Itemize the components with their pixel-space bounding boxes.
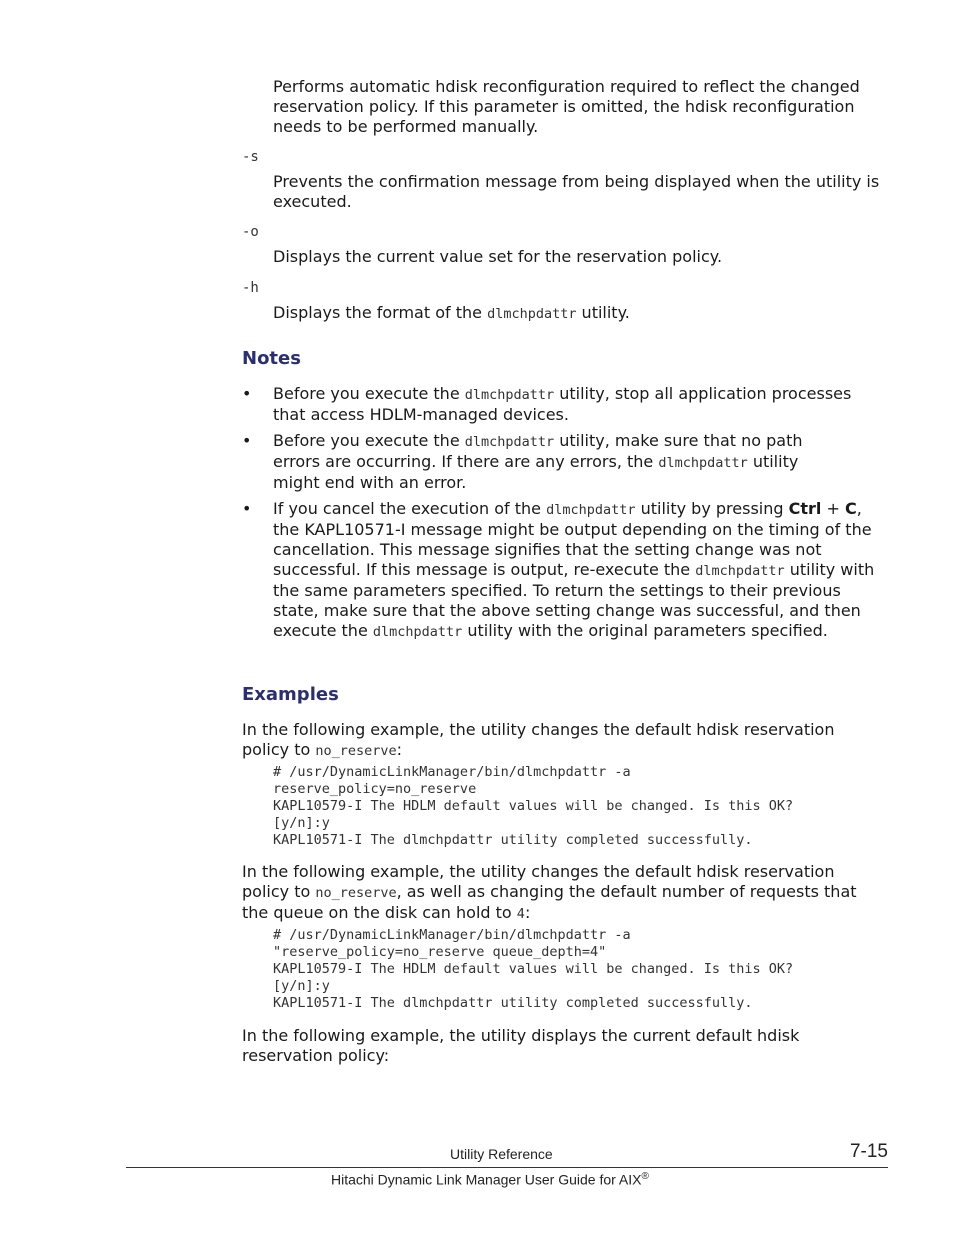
inline-code: 4	[516, 906, 525, 922]
footer-divider	[126, 1167, 888, 1168]
notes-item-3	[242, 499, 887, 642]
option-flag-h: -h	[242, 280, 259, 296]
option-flag-s: -s	[242, 149, 259, 165]
notes-item-2	[242, 431, 887, 493]
notes-item-text: Before you execute the dlmchpdattr utility, stop all application processes that access HDLM-managed devices.	[273, 384, 852, 424]
inline-code: no_reserve	[315, 743, 397, 759]
examples-heading: Examples	[242, 684, 339, 705]
bullet-marker: •	[242, 499, 252, 518]
registered-mark: ®	[641, 1171, 649, 1182]
inline-code: dlmchpdattr	[695, 563, 785, 579]
inline-code: dlmchpdattr	[487, 306, 577, 322]
notes-item-text: Before you execute the dlmchpdattr utility, make sure that no path errors are occurring. If there are any errors, the dlmchpdattr utility might end with an error.	[273, 431, 803, 492]
notes-item-text: If you cancel the execution of the dlmchpdattr utility by pressing Ctrl + C, the KAPL10571-I message might be output depending on the timing of the cancellation. This message signifies that the setting change was not successful. If this message is output, re-execute the dlmchpdattr utility with the same parameters specified. To return the settings to their previous state, make sure that the above setting change was successful, and then execute the dlmchpdattr utility with the original parameters specified.	[273, 499, 875, 640]
example-2-text: In the following example, the utility changes the default hdisk reservation policy to no_reserve, as well as changing the default number of requests that the queue on the disk can hold to 4:	[242, 862, 857, 922]
inline-code: dlmchpdattr	[464, 387, 555, 403]
intro-paragraph: Performs automatic hdisk reconfiguration required to reflect the changed reservation policy. If this parameter is omitted, the hdisk reconfiguration needs to be performed manually.	[273, 77, 860, 136]
option-flag-o: -o	[242, 224, 259, 240]
option-desc-s: Prevents the confirmation message from being displayed when the utility is executed.	[273, 172, 880, 211]
inline-code: dlmchpdattr	[546, 502, 636, 518]
example-2-code: # /usr/DynamicLinkManager/bin/dlmchpdattr -a "reserve_policy=no_reserve queue_depth=4" KAPL10579-I The HDLM default values will be changed. Is this OK? [y/n]:y KAPL10571-I The dlmchpdattr utility completed successfully.	[273, 927, 794, 1011]
bullet-marker: •	[242, 384, 252, 403]
inline-code: no_reserve	[315, 885, 397, 901]
example-3-text: In the following example, the utility displays the current default hdisk reservation policy:	[242, 1026, 800, 1065]
example-1-text: In the following example, the utility changes the default hdisk reservation policy to no_reserve:	[242, 720, 835, 759]
page-number: 7-15	[849, 1141, 888, 1162]
inline-code: dlmchpdattr	[658, 455, 748, 471]
option-desc-o: Displays the current value set for the reservation policy.	[273, 247, 723, 266]
bullet-marker: •	[242, 431, 252, 450]
inline-code: dlmchpdattr	[372, 624, 463, 640]
option-desc-h: Displays the format of the dlmchpdattr utility.	[273, 303, 630, 322]
key-ctrl: Ctrl	[788, 499, 822, 518]
inline-code: dlmchpdattr	[464, 434, 555, 450]
footer-section-title: Utility Reference	[450, 1146, 553, 1162]
example-1-code: # /usr/DynamicLinkManager/bin/dlmchpdattr -a reserve_policy=no_reserve KAPL10579-I The HDLM default values will be changed. Is this OK? [y/n]:y KAPL10571-I The dlmchpdattr utility completed successfully.	[273, 764, 794, 848]
key-c: C	[844, 499, 857, 518]
footer-guide-title: Hitachi Dynamic Link Manager User Guide for AIX®	[331, 1171, 649, 1188]
notes-heading: Notes	[242, 348, 301, 369]
notes-item-1	[242, 384, 887, 425]
